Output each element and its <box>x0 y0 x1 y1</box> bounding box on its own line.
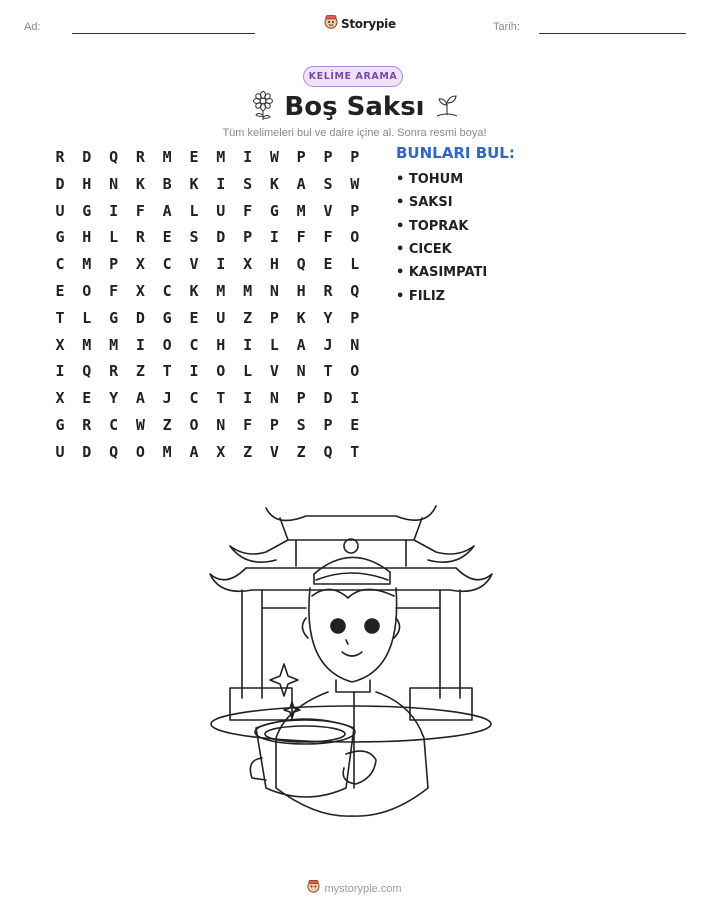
grid-letter[interactable]: B <box>162 174 172 193</box>
grid-letter[interactable]: D <box>135 308 145 327</box>
grid-letter[interactable]: N <box>296 362 306 381</box>
grid-letter[interactable]: K <box>189 282 199 300</box>
grid-letter[interactable]: E <box>162 228 172 247</box>
grid-letter[interactable]: A <box>296 174 306 193</box>
grid-letter[interactable]: I <box>189 362 199 381</box>
grid-letter[interactable]: J <box>323 335 333 354</box>
grid-letter[interactable]: C <box>162 255 172 274</box>
grid-letter[interactable]: N <box>350 335 360 354</box>
grid-letter[interactable]: Q <box>323 442 333 461</box>
grid-letter[interactable]: Z <box>243 308 253 327</box>
grid-letter[interactable]: M <box>82 255 92 274</box>
grid-letter[interactable]: M <box>296 201 306 220</box>
grid-letter[interactable]: F <box>109 282 119 300</box>
boy-holding-pot-illustration <box>206 488 496 863</box>
grid-letter[interactable]: V <box>189 255 199 274</box>
storypie-logo-icon <box>324 14 338 34</box>
grid-letter[interactable]: R <box>323 282 333 300</box>
grid-letter[interactable]: V <box>269 442 279 461</box>
grid-letter[interactable]: Z <box>162 416 172 434</box>
grid-letter[interactable]: O <box>162 335 172 354</box>
grid-letter[interactable]: G <box>82 201 92 220</box>
grid-letter[interactable]: S <box>189 228 199 247</box>
grid-letter[interactable]: P <box>243 228 253 247</box>
grid-letter[interactable]: I <box>135 335 145 354</box>
grid-letter[interactable]: I <box>243 148 253 166</box>
grid-letter[interactable]: C <box>162 282 172 300</box>
grid-letter[interactable]: H <box>82 174 92 193</box>
grid-letter[interactable]: I <box>109 201 119 220</box>
grid-letter[interactable]: S <box>243 174 253 193</box>
footer-url: mystorypie.com <box>324 882 402 895</box>
grid-letter[interactable]: H <box>269 255 279 274</box>
grid-letter[interactable]: Q <box>82 362 92 381</box>
brand-logo <box>324 14 396 34</box>
grid-letter[interactable]: O <box>82 282 92 300</box>
grid-letter[interactable]: O <box>350 362 360 381</box>
grid-letter[interactable]: K <box>296 308 306 327</box>
name-line <box>72 33 255 34</box>
grid-letter[interactable]: X <box>216 442 226 461</box>
grid-letter[interactable]: U <box>55 442 65 461</box>
word-list-heading: BUNLARI BUL: <box>396 144 515 162</box>
grid-letter[interactable]: F <box>296 228 306 247</box>
grid-letter[interactable]: P <box>323 416 333 434</box>
name-label: Ad: <box>24 21 41 33</box>
grid-letter[interactable]: H <box>296 282 306 300</box>
grid-letter[interactable]: G <box>162 308 172 327</box>
grid-letter[interactable]: R <box>82 416 92 434</box>
grid-letter[interactable]: S <box>296 416 306 434</box>
grid-letter[interactable]: O <box>135 442 145 461</box>
activity-badge: KELİME ARAMA <box>303 66 403 87</box>
grid-letter[interactable]: X <box>55 389 65 408</box>
grid-letter[interactable]: L <box>243 362 253 381</box>
grid-letter[interactable]: P <box>350 201 360 220</box>
grid-letter[interactable]: A <box>296 335 306 354</box>
grid-letter[interactable]: A <box>162 201 172 220</box>
page-title: Boş Saksı <box>284 92 425 122</box>
word-list-item: • TOHUM <box>396 172 464 187</box>
grid-letter[interactable]: T <box>323 362 333 381</box>
grid-letter[interactable]: U <box>216 308 226 327</box>
grid-letter[interactable]: L <box>82 308 92 327</box>
grid-letter[interactable]: R <box>135 148 145 166</box>
grid-letter[interactable]: L <box>269 335 279 354</box>
grid-letter[interactable]: X <box>135 282 145 300</box>
grid-letter[interactable]: D <box>323 389 333 408</box>
grid-letter[interactable]: Z <box>296 442 306 461</box>
storypie-logo-icon <box>307 879 320 898</box>
grid-letter[interactable]: H <box>82 228 92 247</box>
grid-letter[interactable]: I <box>216 255 226 274</box>
grid-letter[interactable]: N <box>109 174 119 193</box>
grid-letter[interactable]: P <box>350 308 360 327</box>
word-list-item: • KASIMPATI <box>396 265 488 281</box>
grid-letter[interactable]: T <box>350 442 360 461</box>
grid-letter[interactable]: C <box>189 335 199 354</box>
date-label: Tarih: <box>493 21 520 33</box>
grid-letter[interactable]: L <box>189 201 199 220</box>
grid-letter[interactable]: H <box>216 335 226 354</box>
grid-letter[interactable]: E <box>350 416 360 434</box>
grid-letter[interactable]: G <box>55 228 65 247</box>
grid-letter[interactable]: W <box>269 148 279 166</box>
grid-letter[interactable]: N <box>216 416 226 434</box>
grid-letter[interactable]: A <box>135 389 145 408</box>
grid-letter[interactable]: V <box>269 362 279 381</box>
grid-letter[interactable]: I <box>216 174 226 193</box>
grid-letter[interactable]: X <box>135 255 145 274</box>
grid-letter[interactable]: L <box>350 255 360 274</box>
grid-letter[interactable]: K <box>135 174 145 193</box>
grid-letter[interactable]: E <box>55 282 65 300</box>
instructions: Tüm kelimeleri bul ve daire içine al. Sonra resmi boya! <box>222 127 487 139</box>
grid-letter[interactable]: O <box>350 228 360 247</box>
word-list-item: • FILIZ <box>396 288 446 304</box>
grid-letter[interactable]: R <box>55 148 65 166</box>
grid-letter[interactable]: R <box>135 228 145 247</box>
grid-letter[interactable]: E <box>323 255 333 274</box>
grid-letter[interactable]: G <box>55 416 65 434</box>
grid-letter[interactable]: G <box>109 308 119 327</box>
grid-letter[interactable]: J <box>162 389 172 408</box>
grid-letter[interactable]: O <box>189 416 199 434</box>
grid-letter[interactable]: I <box>243 335 253 354</box>
grid-letter[interactable]: M <box>216 148 226 166</box>
grid-letter[interactable]: I <box>350 389 360 408</box>
grid-letter[interactable]: F <box>243 416 253 434</box>
grid-letter[interactable]: N <box>269 389 279 408</box>
grid-letter[interactable]: V <box>323 201 333 220</box>
word-list-item: • SAKSI <box>396 195 453 211</box>
grid-letter[interactable]: M <box>243 282 253 300</box>
grid-letter[interactable]: D <box>82 148 92 166</box>
grid-letter[interactable]: F <box>323 228 333 247</box>
grid-letter[interactable]: K <box>189 174 199 193</box>
grid-letter[interactable]: D <box>55 174 65 193</box>
grid-letter[interactable]: Q <box>109 148 119 166</box>
grid-letter[interactable]: C <box>189 389 199 408</box>
grid-letter[interactable]: I <box>243 389 253 408</box>
grid-letter[interactable]: T <box>216 389 226 408</box>
grid-letter[interactable]: U <box>55 201 65 220</box>
grid-letter[interactable]: C <box>55 255 65 274</box>
grid-letter[interactable]: M <box>162 442 172 461</box>
grid-letter[interactable]: D <box>216 228 226 247</box>
brand-name: Storypie <box>341 17 396 31</box>
grid-letter[interactable]: T <box>162 362 172 381</box>
sprout-icon <box>434 93 460 124</box>
grid-letter[interactable]: M <box>216 282 226 300</box>
grid-letter[interactable]: Q <box>350 282 360 300</box>
grid-letter[interactable]: M <box>109 335 119 354</box>
grid-letter[interactable]: Q <box>296 255 306 274</box>
grid-letter[interactable]: P <box>269 308 279 327</box>
grid-letter[interactable]: M <box>82 335 92 354</box>
grid-letter[interactable]: M <box>162 148 172 166</box>
grid-letter[interactable]: P <box>269 416 279 434</box>
grid-letter[interactable]: G <box>269 201 279 220</box>
grid-letter[interactable]: D <box>82 442 92 461</box>
grid-letter[interactable]: W <box>350 174 360 193</box>
grid-letter[interactable]: F <box>243 201 253 220</box>
grid-letter[interactable]: N <box>269 282 279 300</box>
grid-letter[interactable]: C <box>109 416 119 434</box>
word-list-item: • TOPRAK <box>396 218 469 234</box>
grid-letter[interactable]: P <box>350 148 360 166</box>
grid-letter[interactable]: X <box>243 255 253 274</box>
grid-letter[interactable]: O <box>216 362 226 381</box>
grid-letter[interactable]: Q <box>109 442 119 461</box>
date-line <box>539 33 686 34</box>
grid-letter[interactable]: E <box>189 308 199 327</box>
grid-letter[interactable]: T <box>55 308 65 327</box>
grid-letter[interactable]: F <box>135 201 145 220</box>
grid-letter[interactable]: P <box>296 389 306 408</box>
grid-letter[interactable]: P <box>323 148 333 166</box>
grid-letter[interactable]: E <box>189 148 199 166</box>
grid-letter[interactable]: L <box>109 228 119 247</box>
grid-letter[interactable]: U <box>216 201 226 220</box>
grid-letter[interactable]: S <box>323 174 333 193</box>
grid-letter[interactable]: E <box>82 389 92 408</box>
grid-letter[interactable]: Y <box>109 389 119 408</box>
grid-letter[interactable]: Y <box>323 308 333 327</box>
grid-letter[interactable]: I <box>269 228 279 247</box>
grid-letter[interactable]: W <box>135 416 145 434</box>
grid-letter[interactable]: K <box>269 174 279 193</box>
footer <box>0 879 709 898</box>
grid-letter[interactable]: P <box>109 255 119 274</box>
grid-letter[interactable]: X <box>55 335 65 354</box>
grid-letter[interactable]: R <box>109 362 119 381</box>
grid-letter[interactable]: Z <box>243 442 253 461</box>
word-list-item: • CICEK <box>396 241 452 257</box>
grid-letter[interactable]: I <box>55 362 65 381</box>
grid-letter[interactable]: P <box>296 148 306 166</box>
grid-letter[interactable]: Z <box>135 362 145 381</box>
grid-letter[interactable]: A <box>189 442 199 461</box>
